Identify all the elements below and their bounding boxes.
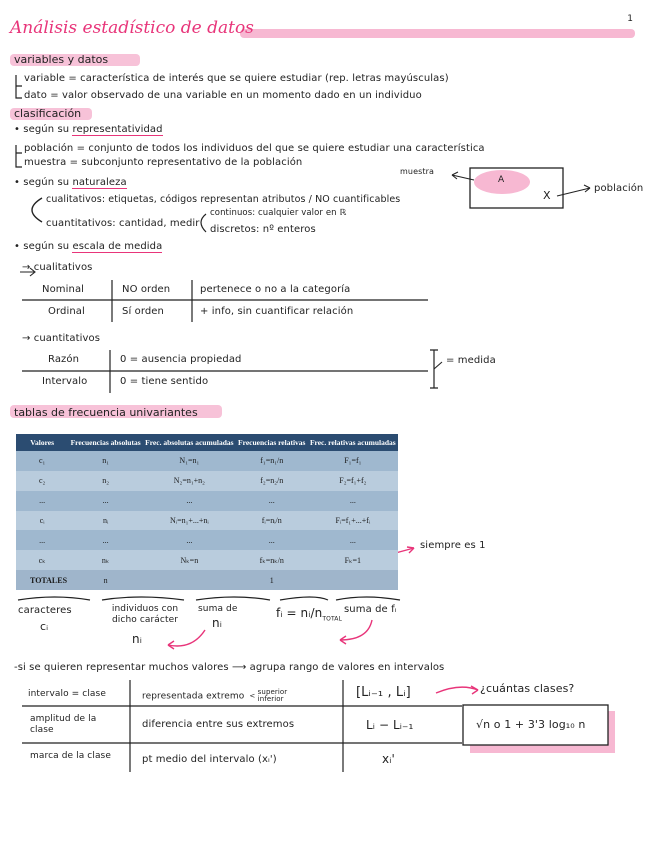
frequency-table — [16, 434, 398, 590]
col-header: Valores — [16, 434, 68, 451]
section-heading-clasificacion: clasificación — [14, 107, 82, 120]
table-cell: f₁=n₁/n — [236, 451, 308, 471]
table-cell: fₖ=nₖ/n — [236, 550, 308, 570]
table-cell: cₖ — [16, 550, 68, 570]
table-cell: N₁=n₁ — [143, 451, 236, 471]
scale-desc-razon: 0 = ausencia propiedad — [120, 354, 242, 365]
table-cell: ... — [143, 530, 236, 550]
table-row-totals — [16, 570, 398, 590]
amplitud-row-symbol: Lᵢ − Lᵢ₋₁ — [366, 718, 414, 732]
col-header: Frecuencias absolutas — [68, 434, 143, 451]
col-header: Frec. absolutas acumuladas — [143, 434, 236, 451]
table-cell — [143, 570, 236, 590]
caption-ni: nᵢ — [132, 632, 142, 646]
table-cell: TOTALES — [16, 570, 68, 590]
title-highlight — [240, 29, 635, 38]
caption-ci: cᵢ — [40, 620, 49, 633]
scale-name-razon: Razón — [48, 354, 80, 365]
diagram-a-label: A — [498, 175, 505, 185]
medida-note: = medida — [446, 355, 496, 366]
caption-suma-ni: suma de — [198, 604, 238, 614]
table-cell: ... — [236, 491, 308, 511]
discretos-definition: discretos: nº enteros — [210, 224, 316, 235]
table-cell: F₂=f₁+f₂ — [308, 471, 398, 491]
scale-desc-intervalo: 0 = tiene sentido — [120, 376, 209, 387]
table-row — [16, 491, 398, 511]
bullet-escala: • según su escala de medida — [14, 241, 163, 252]
scale-name-ordinal: Ordinal — [48, 306, 85, 317]
scale-desc-nominal: pertenece o no a la categoría — [200, 284, 351, 295]
table-cell: c₁ — [16, 451, 68, 471]
table-cell — [308, 570, 398, 590]
table-cell: nₖ — [68, 550, 143, 570]
table-row — [16, 550, 398, 570]
diagram-x-label: X — [543, 189, 551, 202]
table-cell: 1 — [236, 570, 308, 590]
intervals-intro: -si se quieren representar muchos valores ⟶ agrupa rango de valores en intervalos — [14, 662, 445, 673]
table-cell: n₁ — [68, 451, 143, 471]
cualitativos-definition: cualitativos: etiquetas, códigos representan atributos / NO cuantificables — [46, 194, 401, 205]
scale-order-ordinal: Sí orden — [122, 306, 164, 317]
amplitud-row-desc: diferencia entre sus extremos — [142, 719, 295, 730]
col-header: Frec. relativas acumuladas — [308, 434, 398, 451]
dato-definition: dato = valor observado de una variable en un momento dado en un individuo — [24, 90, 422, 101]
table-cell: f₂=n₂/n — [236, 471, 308, 491]
table-cell: Nₖ=n — [143, 550, 236, 570]
interval-row-desc: representada extremo < superior inferior — [142, 688, 288, 703]
cuantas-clases-question: ¿cuántas clases? — [480, 682, 575, 695]
scale-name-intervalo: Intervalo — [42, 376, 88, 387]
clases-formula: √n o 1 + 3'3 log₁₀ n — [476, 718, 586, 731]
section-heading-variables: variables y datos — [14, 53, 109, 66]
caption-fi: fᵢ = $nᵢ/n_{TOTAL}$ — [276, 606, 342, 623]
table-cell: F₁=f₁ — [308, 451, 398, 471]
scale-desc-ordinal: + info, sin cuantificar relación — [200, 306, 354, 317]
table-cell: ... — [16, 530, 68, 550]
interval-row-name: intervalo = clase — [28, 689, 106, 699]
scale-order-nominal: NO orden — [122, 284, 171, 295]
table-cell: Nᵢ=n₁+...+nᵢ — [143, 511, 236, 531]
table-cell: n — [68, 570, 143, 590]
table-cell: cᵢ — [16, 511, 68, 531]
table-cell: ... — [68, 530, 143, 550]
table-cell: ... — [143, 491, 236, 511]
section-heading-tablas: tablas de frecuencia univariantes — [14, 406, 198, 419]
table-cell: fᵢ=nᵢ/n — [236, 511, 308, 531]
diagram-poblacion-label: población — [594, 183, 644, 194]
bullet-naturaleza: • según su naturaleza — [14, 177, 127, 188]
diagram-muestra-label: muestra — [400, 167, 434, 176]
muestra-definition: muestra = subconjunto representativo de la población — [24, 157, 303, 168]
scale-name-nominal: Nominal — [42, 284, 85, 295]
continuos-definition: continuos: cualquier valor en ℝ — [210, 208, 347, 218]
cuantitativos-label: → cuantitativos — [22, 333, 101, 344]
siempre-note: siempre es 1 — [420, 540, 486, 551]
cuantitativos-definition: cuantitativos: cantidad, medir — [46, 218, 200, 229]
table-row — [16, 471, 398, 491]
table-cell: ... — [308, 491, 398, 511]
caption-suma-ni-symbol: nᵢ — [212, 616, 222, 630]
poblacion-definition: población = conjunto de todos los individuos del que se quiere estudiar una característica — [24, 143, 485, 154]
table-cell: N₂=n₁+n₂ — [143, 471, 236, 491]
caption-caracteres: caracteres — [18, 605, 72, 616]
table-cell: n₂ — [68, 471, 143, 491]
col-header: Frecuencias relativas — [236, 434, 308, 451]
table-cell: Fₖ=1 — [308, 550, 398, 570]
interval-row-symbol: [Lᵢ₋₁ , Lᵢ] — [356, 685, 411, 700]
table-cell: nᵢ — [68, 511, 143, 531]
marca-row-symbol: xᵢ' — [382, 752, 395, 766]
marca-row-desc: pt medio del intervalo (xᵢ') — [142, 754, 277, 765]
variable-definition: variable = característica de interés que se quiere estudiar (rep. letras mayúsculas) — [24, 73, 449, 84]
caption-suma-fi: suma de fᵢ — [344, 604, 397, 615]
table-row — [16, 511, 398, 531]
page-title: Análisis estadístico de datos — [10, 18, 254, 38]
amplitud-row-name: amplitud de la clase — [30, 714, 97, 735]
marca-row-name: marca de la clase — [30, 751, 111, 761]
table-row — [16, 530, 398, 550]
table-cell: Fᵢ=f₁+...+fᵢ — [308, 511, 398, 531]
table-cell: ... — [236, 530, 308, 550]
caption-individuos: individuos con dicho carácter — [111, 604, 179, 625]
frequency-table-image — [16, 434, 398, 590]
table-row — [16, 451, 398, 471]
page-number: 1 — [627, 14, 633, 24]
cualitativos-label: → cualitativos — [22, 262, 93, 273]
table-cell: ... — [68, 491, 143, 511]
table-cell: ... — [308, 530, 398, 550]
table-cell: c₂ — [16, 471, 68, 491]
bullet-representatividad: • según su representatividad — [14, 124, 163, 135]
table-cell: ... — [16, 491, 68, 511]
